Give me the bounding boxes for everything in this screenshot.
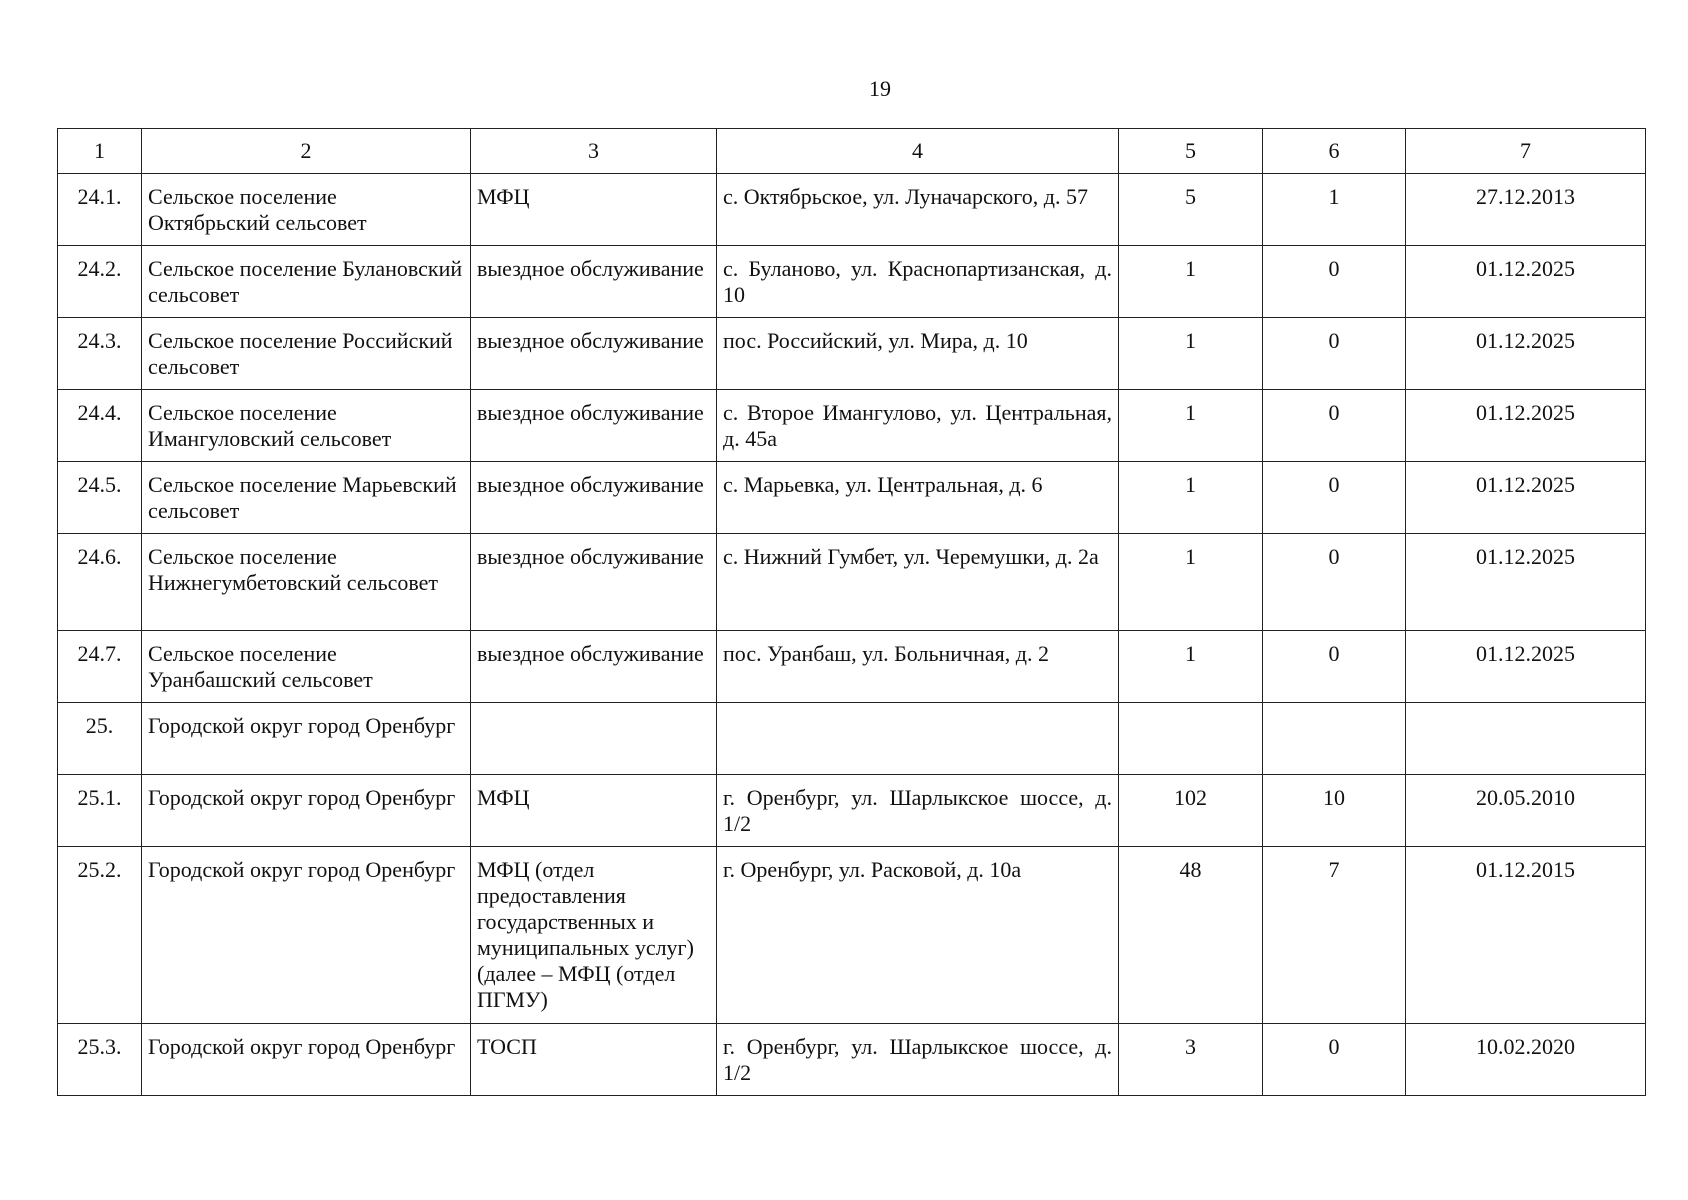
opening-date-cell: 20.05.2010	[1406, 775, 1646, 847]
service-type-cell: МФЦ (отдел предоставления государственных и муниципальных услуг) (далее – МФЦ (отдел ПГМУ)	[471, 847, 717, 1024]
address-cell: с. Октябрьское, ул. Луначарского, д. 57	[717, 174, 1119, 246]
opening-date-cell: 01.12.2025	[1406, 390, 1646, 462]
service-type-cell: ТОСП	[471, 1024, 717, 1096]
municipality-name-cell: Сельское поселение Имангуловский сельсовет	[142, 390, 471, 462]
service-type-cell: выездное обслуживание	[471, 462, 717, 534]
opening-date-cell: 10.02.2020	[1406, 1024, 1646, 1096]
row-number-cell: 24.4.	[58, 390, 142, 462]
remote-count-cell: 0	[1263, 390, 1406, 462]
windows-count-cell: 1	[1119, 246, 1263, 318]
service-type-cell: МФЦ	[471, 174, 717, 246]
municipality-name-cell: Сельское поселение Булановский сельсовет	[142, 246, 471, 318]
column-header: 2	[142, 129, 471, 174]
row-number-cell: 24.7.	[58, 631, 142, 703]
header-row	[58, 129, 1646, 174]
address-cell: г. Оренбург, ул. Расковой, д. 10а	[717, 847, 1119, 1024]
row-number-cell: 25.2.	[58, 847, 142, 1024]
windows-count-cell: 5	[1119, 174, 1263, 246]
column-header: 5	[1119, 129, 1263, 174]
table-row	[58, 462, 1646, 534]
remote-count-cell: 10	[1263, 775, 1406, 847]
service-type-cell: выездное обслуживание	[471, 390, 717, 462]
windows-count-cell: 1	[1119, 390, 1263, 462]
municipality-name-cell: Городской округ город Оренбург	[142, 775, 471, 847]
windows-count-cell: 3	[1119, 1024, 1263, 1096]
row-number-cell: 25.	[58, 703, 142, 775]
service-type-cell	[471, 703, 717, 775]
windows-count-cell	[1119, 703, 1263, 775]
opening-date-cell: 01.12.2025	[1406, 318, 1646, 390]
table-row	[58, 246, 1646, 318]
remote-count-cell: 0	[1263, 534, 1406, 631]
municipality-name-cell: Городской округ город Оренбург	[142, 1024, 471, 1096]
table-row	[58, 775, 1646, 847]
opening-date-cell	[1406, 703, 1646, 775]
remote-count-cell: 0	[1263, 1024, 1406, 1096]
opening-date-cell: 01.12.2025	[1406, 462, 1646, 534]
table-row	[58, 534, 1646, 631]
address-cell: г. Оренбург, ул. Шарлыкское шоссе, д. 1/2	[717, 1024, 1119, 1096]
column-header: 3	[471, 129, 717, 174]
column-header: 1	[58, 129, 142, 174]
remote-count-cell: 0	[1263, 318, 1406, 390]
row-number-cell: 24.1.	[58, 174, 142, 246]
page-number: 19	[869, 76, 891, 101]
windows-count-cell: 1	[1119, 462, 1263, 534]
service-type-cell: выездное обслуживание	[471, 318, 717, 390]
windows-count-cell: 1	[1119, 318, 1263, 390]
table-row	[58, 703, 1646, 775]
service-type-cell: МФЦ	[471, 775, 717, 847]
remote-count-cell: 0	[1263, 631, 1406, 703]
table-row	[58, 1024, 1646, 1096]
table-row	[58, 631, 1646, 703]
service-type-cell: выездное обслуживание	[471, 631, 717, 703]
opening-date-cell: 27.12.2013	[1406, 174, 1646, 246]
windows-count-cell: 1	[1119, 631, 1263, 703]
address-cell: с. Второе Имангулово, ул. Центральная, д. 45а	[717, 390, 1119, 462]
table-row	[58, 847, 1646, 1024]
remote-count-cell	[1263, 703, 1406, 775]
row-number-cell: 24.6.	[58, 534, 142, 631]
row-number-cell: 24.5.	[58, 462, 142, 534]
column-header: 7	[1406, 129, 1646, 174]
municipality-name-cell: Сельское поселение Октябрьский сельсовет	[142, 174, 471, 246]
remote-count-cell: 0	[1263, 462, 1406, 534]
windows-count-cell: 1	[1119, 534, 1263, 631]
opening-date-cell: 01.12.2025	[1406, 246, 1646, 318]
address-cell: с. Марьевка, ул. Центральная, д. 6	[717, 462, 1119, 534]
windows-count-cell: 102	[1119, 775, 1263, 847]
services-table	[57, 128, 1646, 1096]
opening-date-cell: 01.12.2025	[1406, 631, 1646, 703]
remote-count-cell: 0	[1263, 246, 1406, 318]
table-row	[58, 318, 1646, 390]
municipality-name-cell: Городской округ город Оренбург	[142, 847, 471, 1024]
municipality-name-cell: Городской округ город Оренбург	[142, 703, 471, 775]
remote-count-cell: 1	[1263, 174, 1406, 246]
opening-date-cell: 01.12.2025	[1406, 534, 1646, 631]
address-cell: г. Оренбург, ул. Шарлыкское шоссе, д. 1/2	[717, 775, 1119, 847]
municipality-name-cell: Сельское поселение Марьевский сельсовет	[142, 462, 471, 534]
row-number-cell: 24.2.	[58, 246, 142, 318]
column-header: 4	[717, 129, 1119, 174]
table-row	[58, 390, 1646, 462]
row-number-cell: 24.3.	[58, 318, 142, 390]
opening-date-cell: 01.12.2015	[1406, 847, 1646, 1024]
municipality-name-cell: Сельское поселение Уранбашский сельсовет	[142, 631, 471, 703]
address-cell: пос. Российский, ул. Мира, д. 10	[717, 318, 1119, 390]
municipality-name-cell: Сельское поселение Нижнегумбетовский сельсовет	[142, 534, 471, 631]
address-cell: с. Нижний Гумбет, ул. Черемушки, д. 2а	[717, 534, 1119, 631]
row-number-cell: 25.1.	[58, 775, 142, 847]
row-number-cell: 25.3.	[58, 1024, 142, 1096]
address-cell: пос. Уранбаш, ул. Больничная, д. 2	[717, 631, 1119, 703]
service-type-cell: выездное обслуживание	[471, 246, 717, 318]
column-header: 6	[1263, 129, 1406, 174]
municipality-name-cell: Сельское поселение Российский сельсовет	[142, 318, 471, 390]
remote-count-cell: 7	[1263, 847, 1406, 1024]
address-cell	[717, 703, 1119, 775]
windows-count-cell: 48	[1119, 847, 1263, 1024]
service-type-cell: выездное обслуживание	[471, 534, 717, 631]
table-row	[58, 174, 1646, 246]
address-cell: с. Буланово, ул. Краснопартизанская, д. 10	[717, 246, 1119, 318]
